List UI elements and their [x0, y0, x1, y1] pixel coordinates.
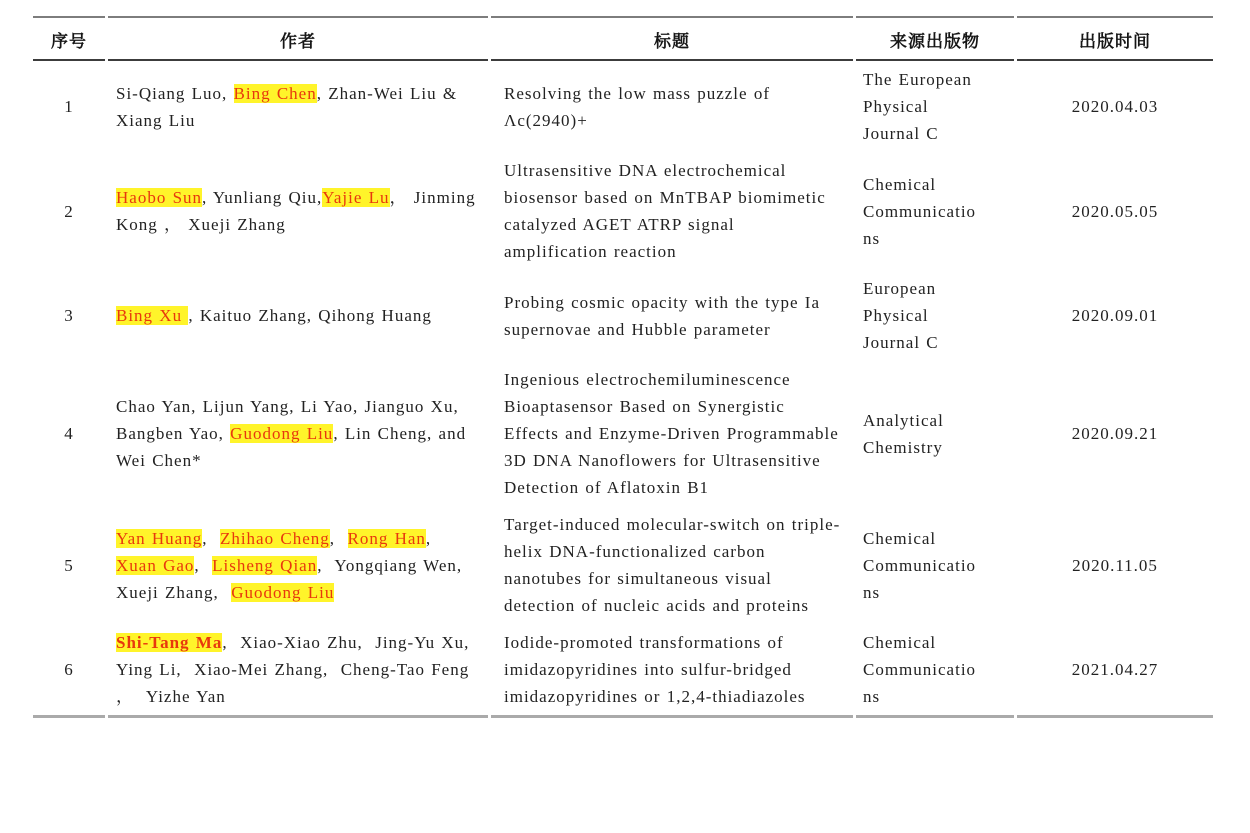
author-name-highlighted: Zhihao Cheng [219, 528, 330, 548]
row-index-cell: 6 [33, 624, 105, 718]
table-row [33, 152, 1213, 270]
author-text: , Kaituo Zhang, Qihong Huang [188, 306, 432, 325]
author-text: ， Jinming Kong ， Xueji Zhang [116, 188, 482, 234]
author-name-highlighted: Rong Han [347, 528, 426, 548]
row-index-cell: 2 [64, 201, 74, 221]
author-name-highlighted: Xuan Gao [116, 555, 195, 575]
date-cell: 2020.05.05 [1071, 201, 1159, 221]
row-index-cell: 4 [64, 424, 74, 443]
column-header-source: 来源出版物 [856, 16, 1014, 61]
table-row [33, 270, 1213, 361]
author-name-highlighted: Guodong Liu [231, 582, 335, 602]
authors-cell [108, 61, 488, 152]
table-row [33, 506, 1213, 624]
authors-cell [108, 152, 488, 270]
author-text: , Yunliang Qiu, [202, 188, 323, 207]
author-text: , [329, 528, 348, 548]
author-name-highlighted: Guodong Liu [230, 424, 334, 443]
source-cell: Chemical Communications [863, 174, 977, 248]
column-header-authors: 作者 [108, 16, 488, 61]
table-body [33, 61, 1213, 718]
authors-cell [108, 624, 488, 718]
author-text: , Xiao-Xiao Zhu, Jing-Yu Xu, Ying Li, Xiao-Mei Zhang, Cheng-Tao Feng ， Yizhe Yan [116, 633, 476, 706]
author-name-highlighted: Yan Huang [116, 528, 203, 548]
author-name-highlighted: Bing Xu [116, 306, 189, 325]
date-cell: 2020.11.05 [1072, 555, 1158, 575]
source-cell: Analytical Chemistry [863, 410, 944, 457]
row-index-cell: 5 [64, 555, 74, 575]
author-text: , [425, 528, 444, 548]
table-row [33, 61, 1213, 152]
source-cell: Chemical Communications [856, 624, 1014, 718]
title-cell: Ingenious electrochemiluminescence Bioaptasensor Based on Synergistic Effects and Enzyme-Driven Programmable 3D DNA Nanoflowers for Ultrasensitive Detection of Aflatoxin B1 [504, 370, 839, 497]
column-header-date: 出版时间 [1017, 16, 1213, 61]
date-cell: 2020.04.03 [1071, 97, 1159, 116]
title-cell: Ultrasensitive DNA electrochemical biosensor based on MnTBAP biomimetic catalyzed AGET ATRP signal amplification reaction [504, 161, 826, 261]
authors-cell [108, 270, 488, 361]
author-text: , [202, 528, 220, 548]
column-header-title: 标题 [491, 16, 853, 61]
authors-cell [108, 506, 488, 624]
table-row [33, 624, 1213, 718]
author-text: Chao Yan, Lijun Yang, Li Yao, Jianguo Xu, Bangben Yao, [116, 397, 465, 443]
row-index-cell: 1 [64, 97, 74, 116]
authors-cell [108, 361, 488, 506]
author-name-highlighted: Bing Chen [233, 83, 317, 103]
date-cell: 2020.09.01 [1071, 306, 1159, 325]
author-name-highlighted: Lisheng Qian [212, 555, 318, 575]
table-row [33, 361, 1213, 506]
date-cell: 2020.09.21 [1071, 424, 1159, 443]
source-cell: The European Physical Journal C [863, 70, 972, 143]
author-text: , Zhan-Wei Liu & Xiang Liu [116, 83, 464, 130]
date-cell: 2021.04.27 [1017, 624, 1213, 718]
title-cell: Resolving the low mass puzzle of Λc(2940)+ [504, 83, 770, 130]
author-name-highlighted: Shi-Tang Ma [116, 633, 223, 652]
column-header-index: 序号 [33, 16, 105, 61]
source-cell: European Physical Journal C [863, 279, 939, 352]
author-text: , Yongqiang Wen, Xueji Zhang, [116, 555, 475, 602]
title-cell: Target-induced molecular-switch on triple-helix DNA-functionalized carbon nanotubes for simultaneous visual detection of nucleic acids and proteins [504, 515, 841, 615]
author-name-highlighted: Yajie Lu [322, 188, 390, 207]
source-cell: Chemical Communications [863, 528, 977, 602]
author-name-highlighted: Haobo Sun [116, 188, 203, 207]
author-text: , [194, 555, 213, 575]
title-cell: Probing cosmic opacity with the type Ia supernovae and Hubble parameter [504, 292, 820, 339]
title-cell: Iodide-promoted transformations of imidazopyridines into sulfur-bridged imidazopyridines or 1,2,4-thiadiazoles [491, 624, 853, 718]
author-text: , Lin Cheng, and Wei Chen* [116, 424, 473, 470]
publications-table [30, 16, 1216, 718]
table-header-row [33, 16, 1213, 61]
row-index-cell: 3 [64, 306, 74, 325]
author-text: Si-Qiang Luo, [116, 83, 234, 103]
